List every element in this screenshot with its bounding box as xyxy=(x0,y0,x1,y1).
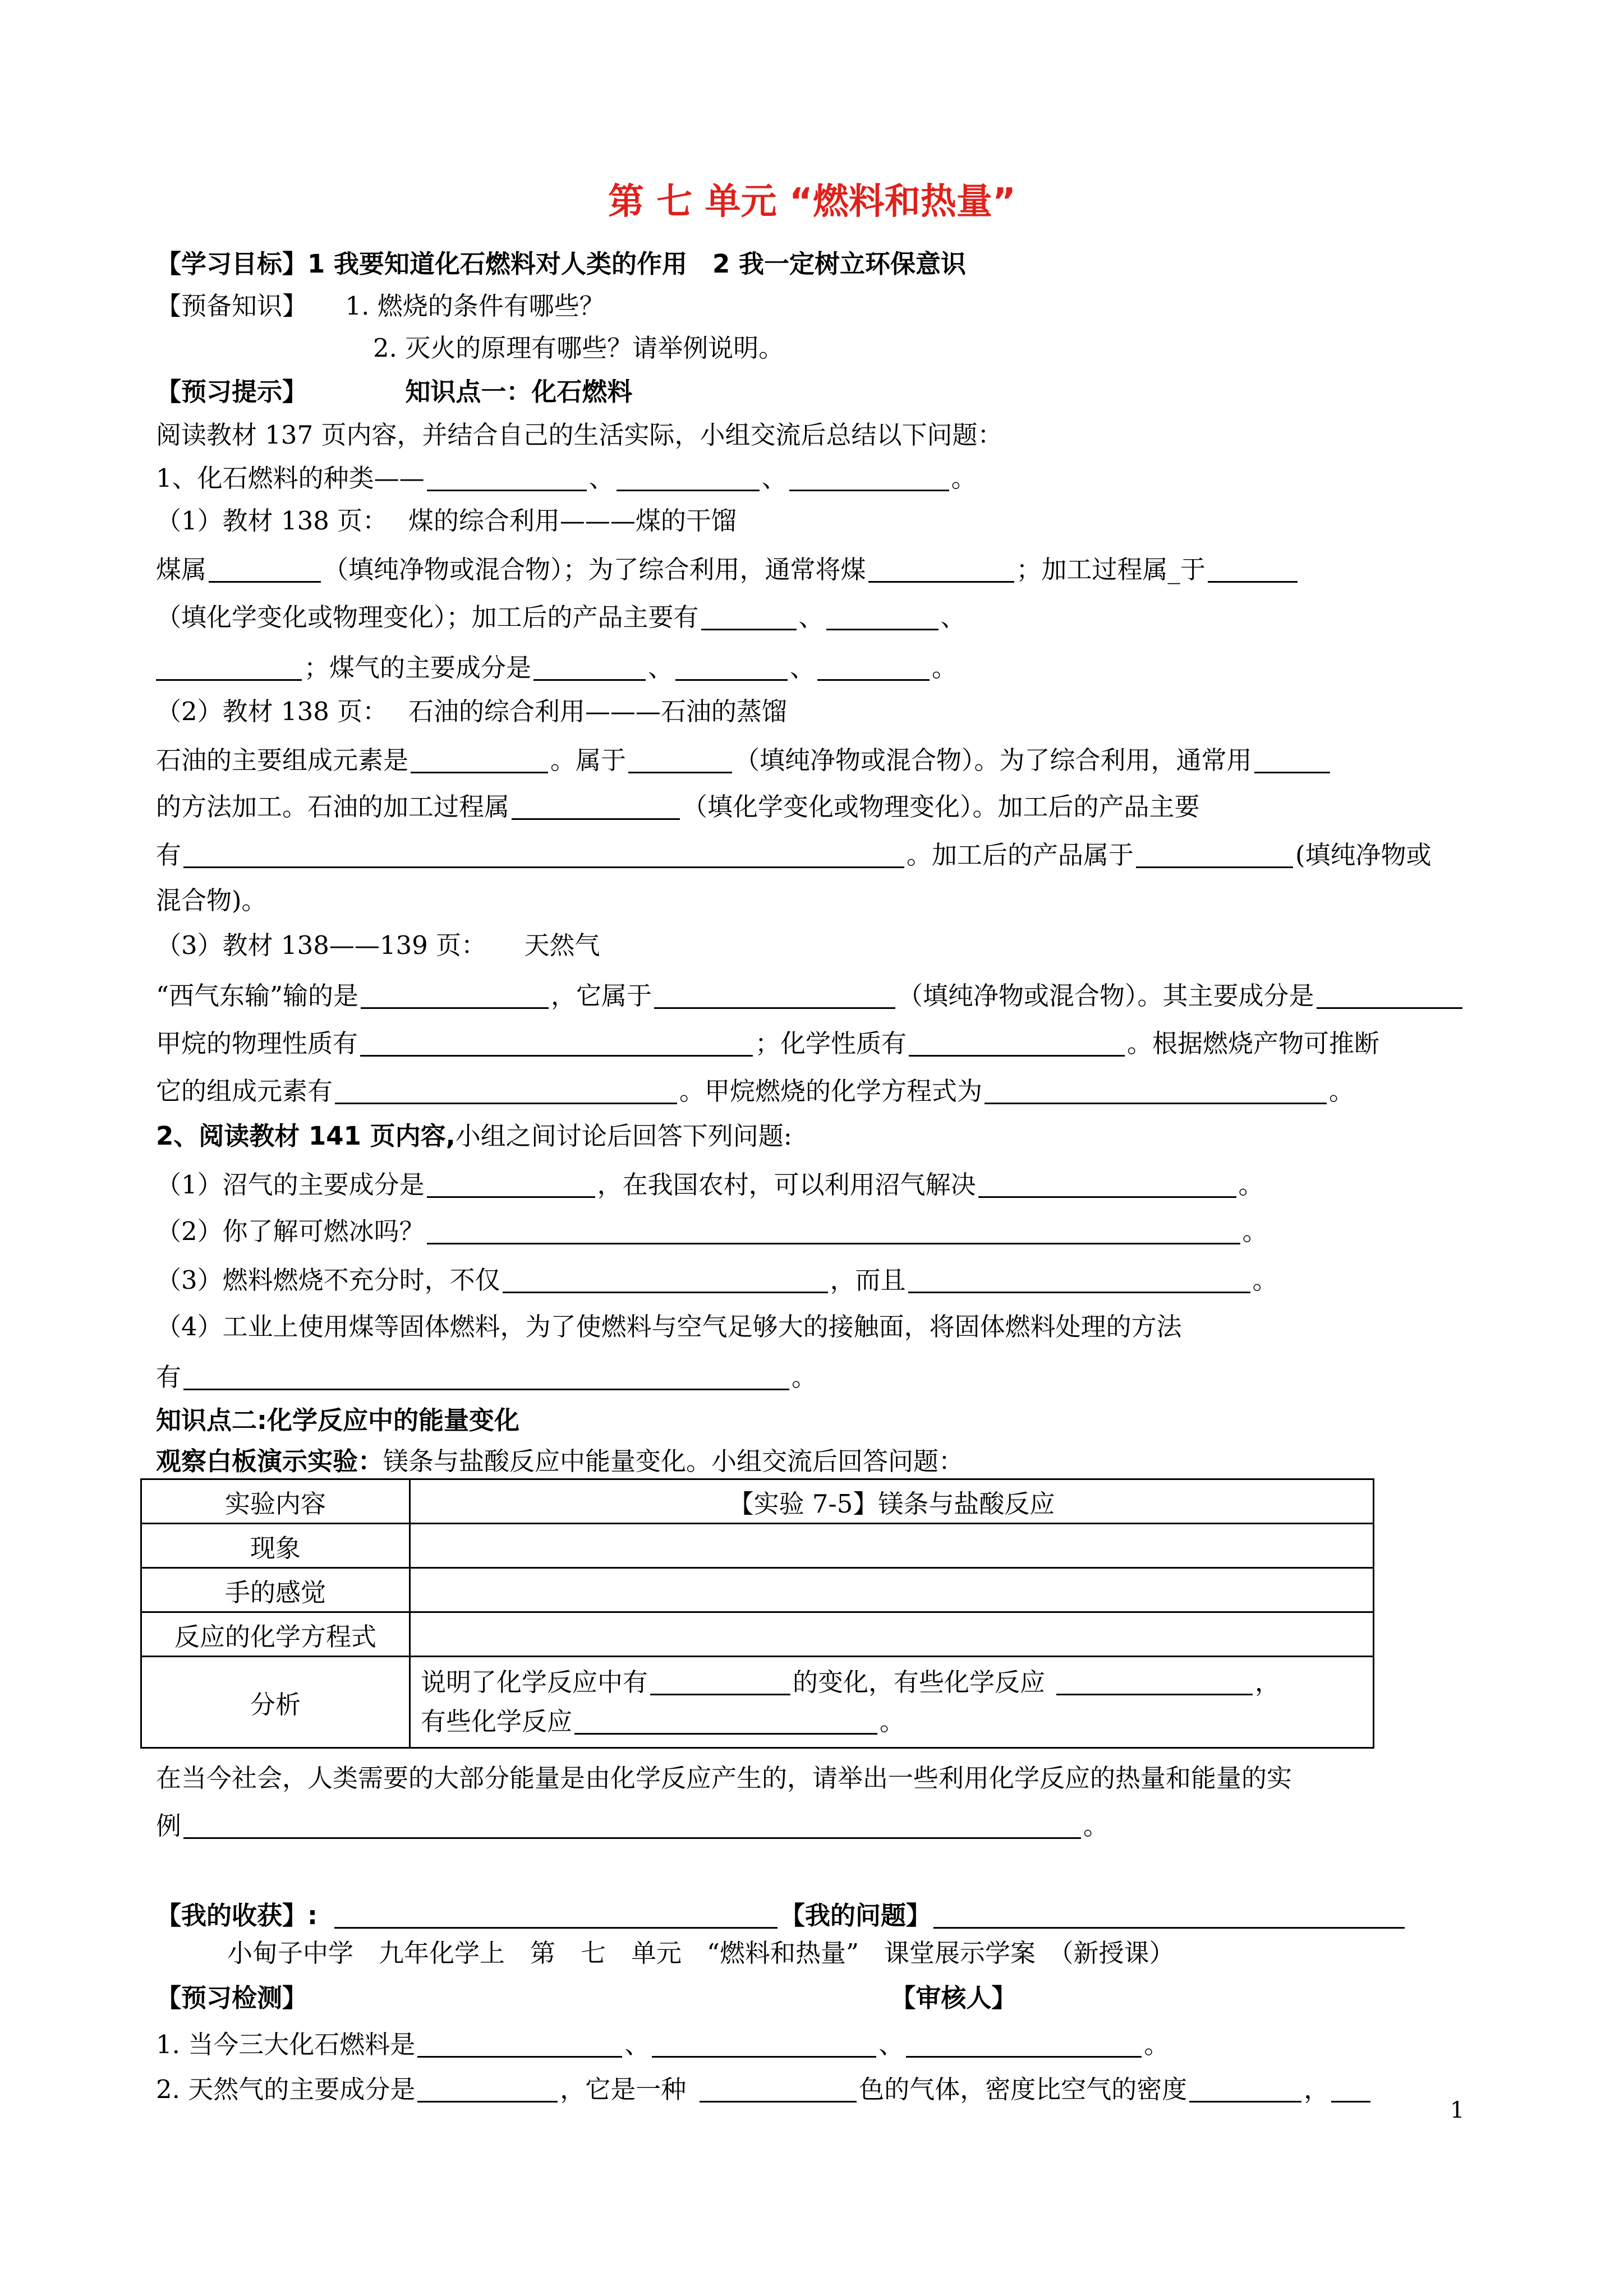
blank xyxy=(984,1078,1327,1104)
oil-line-1: 石油的主要组成元素是 。属于 （填纯净物或混合物）。为了综合利用，通常用 xyxy=(156,743,1332,778)
school-header: 小甸子中学 九年化学上 第 七 单元 “燃料和热量” 课堂展示学案 （新授课） xyxy=(227,1938,1175,1968)
blank xyxy=(652,2031,876,2058)
table-row xyxy=(141,1479,1374,1524)
knowledge-point-1: 知识点一：化石燃料 xyxy=(405,377,633,407)
gas-line-1: “西气东输”输的是 ，它属于 （填纯净物或混合物）。其主要成分是 xyxy=(156,979,1465,1013)
blank xyxy=(503,1267,828,1293)
oil-line-3: 有 。加工后的产品属于 (填纯净物或 xyxy=(156,840,1432,870)
coal-line-1: 煤属 （填纯净物或混合物）；为了综合利用，通常将煤 ；加工过程属_于 xyxy=(156,552,1300,587)
prep-knowledge-1: 【预备知识】 1. 燃烧的条件有哪些？ xyxy=(156,291,605,321)
blank xyxy=(1317,983,1462,1009)
blank xyxy=(1189,2076,1301,2103)
blank xyxy=(1254,747,1330,773)
table-cell-label: 实验内容 xyxy=(141,1479,410,1524)
q2-item-3: （3）燃料燃烧不充分时，不仅 ，而且 。 xyxy=(156,1265,1278,1295)
blank xyxy=(1136,842,1293,868)
blank xyxy=(183,1364,789,1390)
blank xyxy=(789,465,949,491)
blank xyxy=(360,1030,753,1057)
blank xyxy=(427,1218,1240,1244)
society-line-2: 例 。 xyxy=(156,1811,1109,1841)
prep-knowledge-2: 2. 灭火的原理有哪些？请举例说明。 xyxy=(373,333,784,363)
blank xyxy=(908,1267,1250,1293)
table-row xyxy=(141,1657,1374,1748)
coal-line-3: ；煤气的主要成分是 、 、 。 xyxy=(156,651,957,685)
table-row xyxy=(141,1524,1374,1568)
gain-question-line: 【我的收获】: 【我的问题】 xyxy=(156,1898,1407,1933)
q2-item-1: （1）沼气的主要成分是 ，在我国农村，可以利用沼气解决 。 xyxy=(156,1170,1264,1200)
blank xyxy=(654,983,895,1009)
table-cell-label: 现象 xyxy=(141,1524,410,1568)
blank xyxy=(335,1078,677,1104)
blank xyxy=(700,2076,857,2103)
table-cell-label: 分析 xyxy=(141,1657,410,1748)
table-cell-value xyxy=(410,1612,1374,1657)
table-cell-value xyxy=(410,1568,1374,1612)
question-2: 2、阅读教材 141 页内容,小组之间讨论后回答下列问题: xyxy=(156,1121,792,1151)
society-line: 在当今社会，人类需要的大部分能量是由化学反应产生的，请举出一些利用化学反应的热量和能量的实 xyxy=(156,1763,1292,1793)
blank xyxy=(933,1902,1405,1929)
blank xyxy=(628,747,732,773)
blank xyxy=(334,1902,778,1929)
observe-instruction: 观察白板演示实验：镁条与盐酸反应中能量变化。小组交流后回答问题： xyxy=(156,1446,964,1476)
coal-line-2: （填化学变化或物理变化）；加工后的产品主要有 、 、 xyxy=(156,602,966,632)
gas-heading: （3）教材 138——139 页： 天然气 xyxy=(156,930,600,960)
blank xyxy=(978,1172,1236,1198)
blank xyxy=(417,2076,558,2103)
oil-heading: （2）教材 138 页： 石油的综合利用———石油的蒸馏 xyxy=(156,697,787,726)
analysis-cell: 说明了化学反应中有 的变化，有些化学反应 ， 有些化学反应 。 xyxy=(410,1657,1374,1748)
blank xyxy=(701,604,797,630)
blank xyxy=(1056,1669,1253,1695)
coal-heading: （1）教材 138 页： 煤的综合利用———煤的干馏 xyxy=(156,506,737,536)
preview-hint-label: 【预习提示】 xyxy=(156,377,308,407)
blank xyxy=(909,1030,1125,1057)
check-reviewer-line: 【预习检测】 【审核人】 xyxy=(156,1983,1017,2013)
blank xyxy=(868,556,1014,583)
blank xyxy=(617,465,760,491)
blank xyxy=(183,842,904,868)
blank xyxy=(1331,2076,1370,2103)
table-cell-value xyxy=(410,1524,1374,1568)
q2-item-4b: 有 。 xyxy=(156,1362,817,1392)
table-row xyxy=(141,1568,1374,1612)
knowledge-point-2: 知识点二:化学反应中的能量变化 xyxy=(156,1405,519,1435)
blank xyxy=(361,983,549,1009)
oil-line-2: 的方法加工。石油的加工过程属 （填化学变化或物理变化）。加工后的产品主要 xyxy=(156,792,1200,822)
blank xyxy=(156,654,302,681)
blank xyxy=(826,604,938,630)
question-1: 1、化石燃料的种类—— 、 、 。 xyxy=(156,463,977,493)
check-item-2: 2. 天然气的主要成分是 ，它是一种 色的气体，密度比空气的密度 ， xyxy=(156,2072,1373,2107)
q2-item-2: （2）你了解可燃冰吗？ 。 xyxy=(156,1216,1268,1246)
experiment-table xyxy=(140,1478,1374,1749)
blank xyxy=(1208,556,1298,583)
table-cell-label: 反应的化学方程式 xyxy=(141,1612,410,1657)
gas-line-3: 它的组成元素有 。甲烷燃烧的化学方程式为 。 xyxy=(156,1076,1355,1106)
learning-objectives: 【学习目标】1 我要知道化石燃料对人类的作用 2 我一定树立环保意识 xyxy=(156,249,966,279)
reading-instruction: 阅读教材 137 页内容，并结合自己的生活实际，小组交流后总结以下问题： xyxy=(156,420,1003,450)
blank xyxy=(650,1669,790,1695)
blank xyxy=(417,2031,622,2058)
table-row xyxy=(141,1612,1374,1657)
page-number: 1 xyxy=(1450,2097,1465,2123)
blank xyxy=(427,1172,595,1198)
blank xyxy=(906,2031,1142,2058)
gas-line-2: 甲烷的物理性质有 ；化学性质有 。根据燃烧产物可推断 xyxy=(156,1029,1380,1058)
check-item-1: 1. 当今三大化石燃料是 、 、 。 xyxy=(156,2030,1170,2059)
blank xyxy=(817,654,930,681)
blank xyxy=(183,1813,1081,1839)
table-cell-label: 手的感觉 xyxy=(141,1568,410,1612)
blank xyxy=(574,1708,877,1735)
blank xyxy=(675,654,788,681)
blank xyxy=(209,556,321,583)
table-cell-value: 【实验 7-5】镁条与盐酸反应 xyxy=(410,1479,1374,1524)
oil-line-4: 混合物)。 xyxy=(156,886,267,915)
q2-item-4: （4）工业上使用煤等固体燃料，为了使燃料与空气足够大的接触面，将固体燃料处理的方法 xyxy=(156,1312,1182,1341)
blank xyxy=(427,465,587,491)
blank xyxy=(411,747,548,773)
page-title: 第 七 单元 “燃料和热量” xyxy=(608,181,1016,223)
blank xyxy=(512,794,680,820)
blank xyxy=(533,654,646,681)
